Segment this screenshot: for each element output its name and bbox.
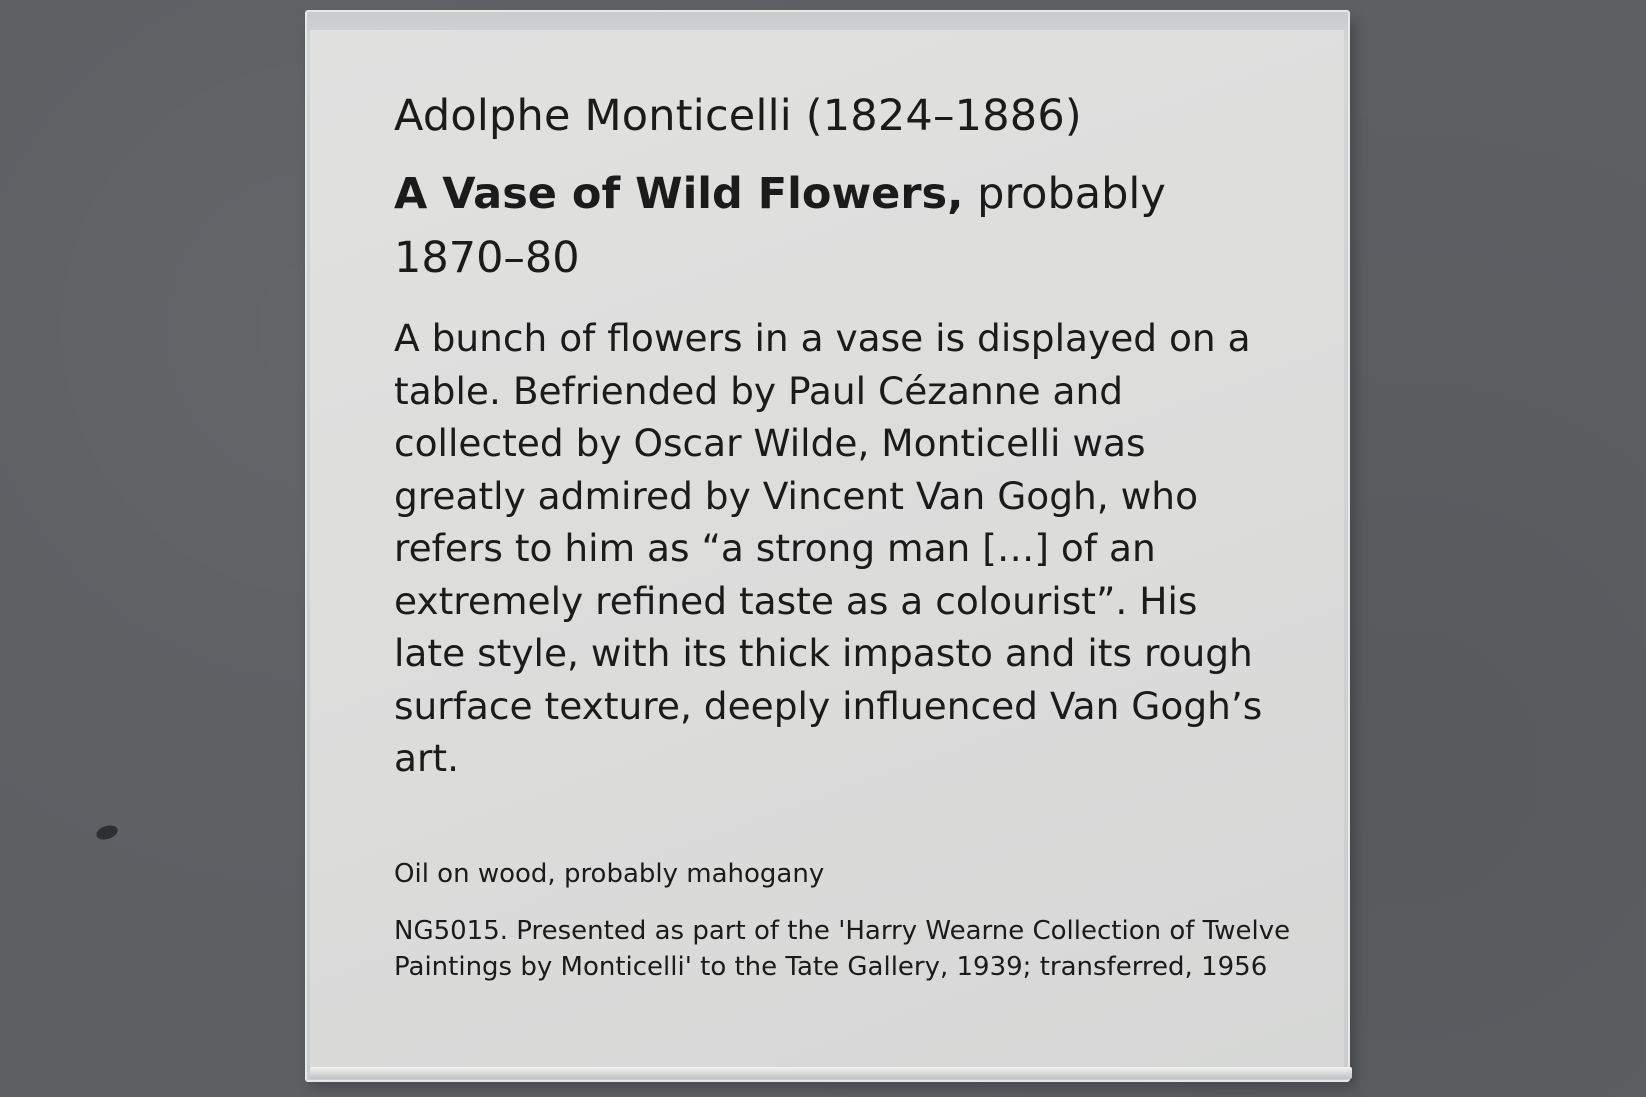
artwork-date: probably 1870–80 [394,169,1166,283]
artist-name: Adolphe Monticelli (1824–1886) [394,91,1082,141]
wall-mark [95,823,120,842]
artwork-medium: Oil on wood, probably mahogany [394,858,825,889]
label-text [394,88,1294,985]
acrylic-holder-edge [310,1067,1352,1079]
artwork-title: A Vase of Wild Flowers, [394,169,964,219]
artwork-title-line [394,162,1254,290]
artwork-description: A bunch of flowers in a vase is displayed on a table. Befriended by Paul Cézanne and collected by Oscar Wilde, Monticelli was greatly admired by Vincent Van Gogh, who refers to him as “a strong man […] of an extremely refined taste as a colourist”. His late style, with its thick impasto and its rough surface texture, deeply influenced Van Gogh’s art. [394,316,1263,780]
credit-line: NG5015. Presented as part of the 'Harry Wearne Collection of Twelve Paintings by Monticelli' to the Tate Gallery, 1939; transferred, 1956 [394,915,1291,982]
